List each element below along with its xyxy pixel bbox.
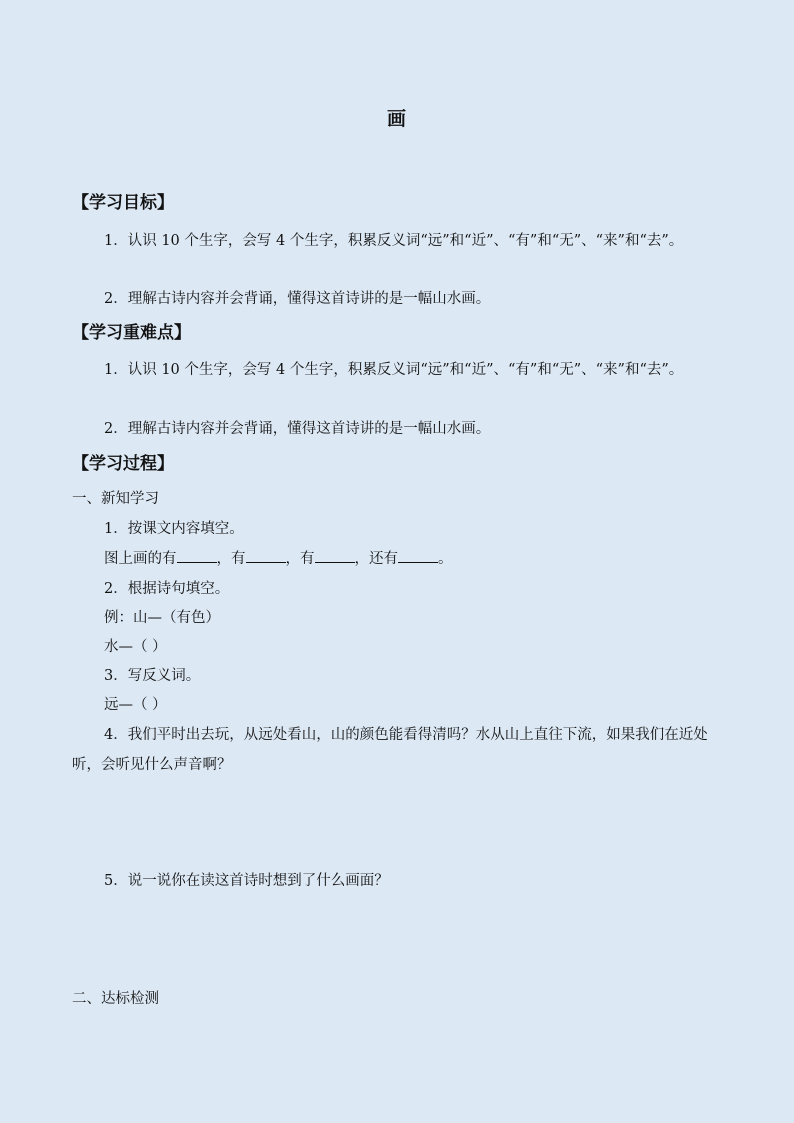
question-4: 4．我们平时出去玩，从远处看山，山的颜色能看得清吗？水从山上直往下流，如果我们在近处听，会听见什么声音啊？	[72, 727, 708, 773]
question-2: 2．根据诗句填空。	[104, 581, 230, 597]
question-1: 1．按课文内容填空。	[104, 521, 244, 537]
fill-blank-4[interactable]	[398, 548, 438, 563]
key-points-item-2: 2．理解古诗内容并会背诵，懂得这首诗讲的是一幅山水画。	[104, 421, 491, 437]
fill-text-4: ，还有	[354, 551, 398, 567]
question-5: 5．说一说你在读这首诗时想到了什么画面？	[104, 873, 389, 889]
section-assessment: 二、达标检测	[72, 991, 159, 1007]
fill-blank-3[interactable]	[315, 548, 355, 563]
process-heading: 【学习过程】	[72, 454, 174, 474]
section-new-learning: 一、新知学习	[72, 491, 159, 507]
fill-text-5: 。	[438, 551, 453, 567]
question-2-example: 例：山—（有色）	[104, 610, 220, 626]
question-3-item: 远—（ ）	[104, 697, 167, 713]
fill-blank-2[interactable]	[246, 548, 286, 563]
question-2-item: 水—（ ）	[104, 639, 167, 655]
fill-text-2: ，有	[216, 551, 246, 567]
key-points-heading: 【学习重难点】	[72, 323, 191, 343]
question-1-fill	[104, 544, 453, 574]
page-title: 画	[386, 108, 407, 130]
key-points-item-1: 1．认识 10 个生字，会写 4 个生字，积累反义词“远”和“近”、“有”和“无”、“来”和“去”。	[104, 362, 684, 378]
goals-heading: 【学习目标】	[72, 193, 174, 213]
fill-text-1: 图上画的有	[104, 551, 177, 567]
fill-blank-1[interactable]	[177, 548, 217, 563]
goals-item-1: 1．认识 10 个生字，会写 4 个生字，积累反义词“远”和“近”、“有”和“无”、“来”和“去”。	[104, 233, 684, 249]
question-3: 3．写反义词。	[104, 668, 201, 684]
fill-text-3: ，有	[285, 551, 315, 567]
goals-item-2: 2．理解古诗内容并会背诵，懂得这首诗讲的是一幅山水画。	[104, 291, 491, 307]
